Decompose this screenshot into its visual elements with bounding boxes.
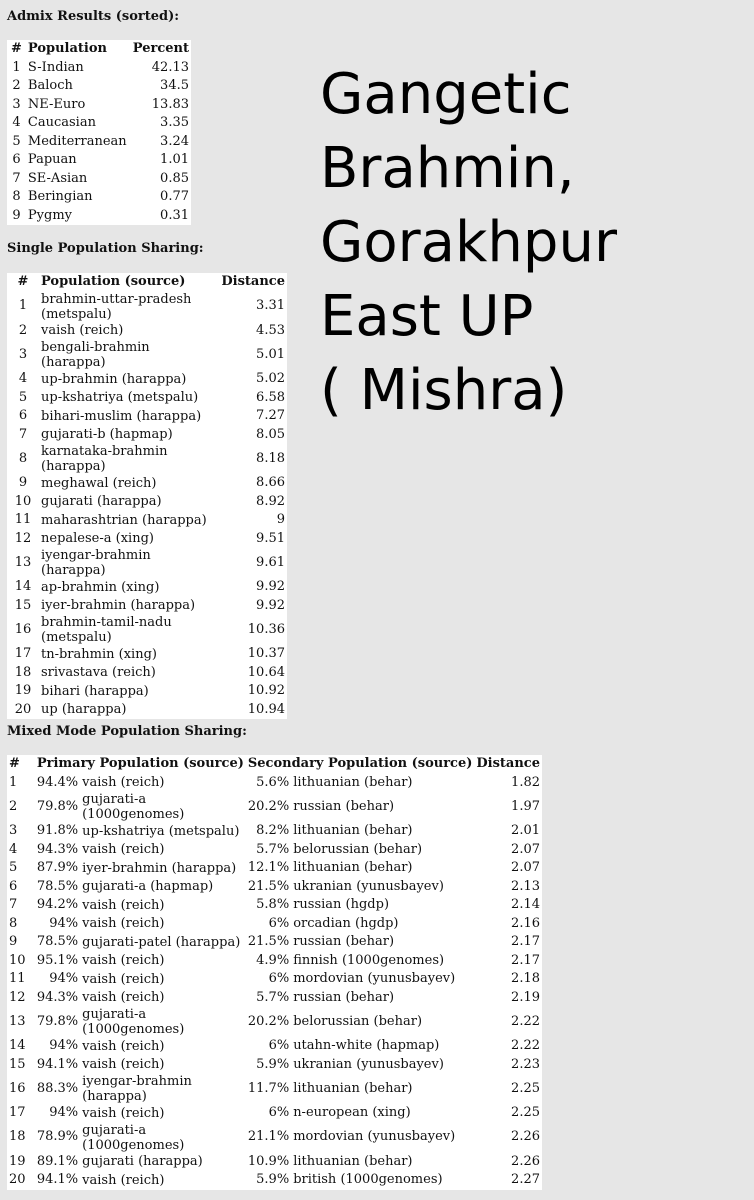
secondary-population-cell: mordovian (yunusbayev) xyxy=(293,1129,456,1145)
primary-population-cell: up-kshatriya (metspalu) xyxy=(82,823,240,839)
distance-cell: 10.36 xyxy=(247,621,285,637)
population-cell: karnataka-brahmin (harappa) xyxy=(41,444,168,474)
table-row xyxy=(7,701,287,720)
title-line: Gorakhpur xyxy=(320,210,617,275)
population-cell: srivastava (reich) xyxy=(41,665,156,681)
primary-percent-cell: 94.2% xyxy=(36,897,79,912)
table-row xyxy=(7,645,287,664)
primary-population-cell: vaish (reich) xyxy=(82,775,165,791)
distance-cell: 8.66 xyxy=(256,475,285,490)
primary-population-cell: vaish (reich) xyxy=(82,897,165,913)
row-index: 3 xyxy=(12,96,21,112)
table-row xyxy=(7,530,287,549)
percent-cell: 3.24 xyxy=(160,133,189,149)
distance-cell: 1.97 xyxy=(511,798,540,814)
table-row xyxy=(7,578,287,597)
primary-percent-cell: 94.3% xyxy=(36,989,79,1005)
secondary-population-cell: lithuanian (behar) xyxy=(293,774,413,790)
percent-cell: 0.77 xyxy=(160,189,189,204)
table-row xyxy=(7,493,287,512)
distance-cell: 2.14 xyxy=(511,897,540,912)
table-row xyxy=(7,188,191,207)
primary-population-cell: vaish (reich) xyxy=(82,1038,165,1054)
primary-percent-cell: 78.9% xyxy=(36,1129,79,1145)
secondary-percent-cell: 11.7% xyxy=(247,1080,290,1096)
primary-percent-cell: 94.3% xyxy=(36,841,79,857)
row-index: 7 xyxy=(18,426,28,442)
row-index: 10 xyxy=(14,493,32,509)
row-index: 2 xyxy=(9,798,18,814)
distance-cell: 6.58 xyxy=(256,389,285,405)
column-header: # xyxy=(9,756,20,771)
row-index: 20 xyxy=(14,701,32,717)
distance-cell: 2.22 xyxy=(511,1038,540,1053)
primary-population-cell: gujarati-patel (harappa) xyxy=(82,934,241,950)
secondary-population-cell: russian (behar) xyxy=(293,989,395,1005)
row-index: 13 xyxy=(14,554,32,570)
row-index: 18 xyxy=(9,1129,26,1145)
row-index: 7 xyxy=(12,170,21,186)
table-row xyxy=(7,989,542,1008)
table-row xyxy=(7,1153,542,1172)
population-cell: SE-Asian xyxy=(27,170,88,186)
row-index: 11 xyxy=(14,512,32,527)
primary-population-cell: gujarati-a (1000genomes) xyxy=(82,792,185,822)
primary-percent-cell: 78.5% xyxy=(36,934,79,949)
table-row xyxy=(7,896,542,915)
distance-cell: 2.17 xyxy=(511,952,540,968)
population-cell: Beringian xyxy=(27,189,93,204)
distance-cell: 8.92 xyxy=(256,493,285,509)
table-row xyxy=(7,1056,542,1075)
secondary-population-cell: n-european (xing) xyxy=(293,1105,411,1120)
population-cell: Mediterranean xyxy=(27,133,127,149)
secondary-population-cell: finnish (1000genomes) xyxy=(293,952,445,968)
population-cell: brahmin-tamil-nadu (metspalu) xyxy=(41,615,172,645)
row-index: 1 xyxy=(12,59,21,75)
distance-cell: 2.07 xyxy=(511,860,540,875)
percent-cell: 0.85 xyxy=(160,170,189,186)
primary-percent-cell: 94.4% xyxy=(36,774,79,790)
primary-population-cell: gujarati-a (1000genomes) xyxy=(82,1122,185,1153)
population-cell: Caucasian xyxy=(27,115,96,130)
secondary-percent-cell: 20.2% xyxy=(247,1013,290,1029)
secondary-percent-cell: 21.5% xyxy=(247,934,290,949)
population-cell: maharashtrian (harappa) xyxy=(41,512,207,528)
secondary-population-cell: russian (behar) xyxy=(293,934,395,949)
row-index: 1 xyxy=(18,298,28,314)
percent-cell: 1.01 xyxy=(160,152,189,167)
row-index: 4 xyxy=(9,841,18,857)
table-row xyxy=(7,444,287,474)
row-index: 6 xyxy=(12,152,21,167)
table-row xyxy=(7,1007,542,1037)
table-row xyxy=(7,774,542,793)
population-cell: meghawal (reich) xyxy=(41,475,157,491)
distance-cell: 8.18 xyxy=(256,450,285,466)
row-index: 13 xyxy=(9,1013,26,1029)
table-row xyxy=(7,548,287,578)
table-row xyxy=(7,407,287,426)
table-row xyxy=(7,841,542,860)
secondary-percent-cell: 6% xyxy=(268,1105,290,1120)
secondary-percent-cell: 6% xyxy=(268,915,290,931)
distance-cell: 2.01 xyxy=(511,823,540,838)
secondary-percent-cell: 5.6% xyxy=(256,774,290,790)
row-index: 4 xyxy=(12,115,21,130)
column-header: Percent xyxy=(132,41,189,56)
table-row xyxy=(7,389,287,408)
distance-cell: 2.27 xyxy=(511,1172,540,1187)
primary-percent-cell: 79.8% xyxy=(36,1013,79,1029)
table-row xyxy=(7,170,191,189)
distance-cell: 2.17 xyxy=(511,934,540,949)
population-cell: up-brahmin (harappa) xyxy=(41,371,187,387)
population-cell: up (harappa) xyxy=(41,702,127,718)
distance-cell: 1.82 xyxy=(511,774,540,790)
page-title xyxy=(320,58,617,428)
population-cell: Papuan xyxy=(27,152,77,167)
column-header: Primary Population (source) xyxy=(36,756,244,771)
row-index: 5 xyxy=(18,389,28,405)
table-header-row xyxy=(7,755,542,774)
table-row xyxy=(7,59,191,78)
row-index: 1 xyxy=(9,774,18,790)
secondary-population-cell: lithuanian (behar) xyxy=(293,1153,413,1169)
distance-cell: 2.26 xyxy=(511,1129,540,1145)
row-index: 14 xyxy=(14,579,32,594)
row-index: 2 xyxy=(18,322,28,338)
secondary-percent-cell: 21.5% xyxy=(247,878,290,894)
row-index: 15 xyxy=(9,1056,26,1072)
population-cell: vaish (reich) xyxy=(41,323,124,339)
population-cell: S-Indian xyxy=(27,59,84,75)
distance-cell: 5.01 xyxy=(256,346,285,362)
row-index: 17 xyxy=(9,1105,26,1120)
primary-population-cell: vaish (reich) xyxy=(82,953,165,969)
percent-cell: 0.31 xyxy=(160,207,189,223)
column-header: # xyxy=(11,41,22,56)
primary-population-cell: iyer-brahmin (harappa) xyxy=(82,860,237,876)
single-population-title: Single Population Sharing: xyxy=(7,241,204,256)
row-index: 2 xyxy=(12,78,21,93)
table-row xyxy=(7,114,191,133)
percent-cell: 3.35 xyxy=(160,115,189,130)
distance-cell: 9.61 xyxy=(256,554,285,570)
title-line: Gangetic xyxy=(320,62,572,127)
row-index: 3 xyxy=(18,346,28,362)
distance-cell: 8.05 xyxy=(256,426,285,442)
row-index: 11 xyxy=(9,971,26,986)
population-cell: up-kshatriya (metspalu) xyxy=(41,390,199,406)
distance-cell: 2.13 xyxy=(511,878,540,894)
table-row xyxy=(7,474,287,493)
distance-cell: 2.25 xyxy=(511,1080,540,1096)
table-row xyxy=(7,151,191,170)
secondary-population-cell: british (1000genomes) xyxy=(293,1172,443,1187)
row-index: 3 xyxy=(9,823,18,838)
row-index: 6 xyxy=(18,408,28,423)
row-index: 8 xyxy=(9,915,18,931)
primary-percent-cell: 87.9% xyxy=(36,860,79,875)
secondary-population-cell: ukranian (yunusbayev) xyxy=(293,1056,444,1072)
table-row xyxy=(7,597,287,616)
table-row xyxy=(7,207,191,226)
distance-cell: 2.22 xyxy=(511,1013,540,1029)
population-cell: iyengar-brahmin (harappa) xyxy=(41,548,151,578)
row-index: 15 xyxy=(14,597,32,613)
population-cell: bihari (harappa) xyxy=(41,683,149,699)
table-row xyxy=(7,322,287,341)
population-cell: bengali-brahmin (harappa) xyxy=(41,340,150,370)
row-index: 9 xyxy=(12,207,21,223)
table-row xyxy=(7,1123,542,1153)
row-index: 16 xyxy=(9,1080,26,1096)
primary-population-cell: vaish (reich) xyxy=(82,842,165,858)
percent-cell: 42.13 xyxy=(151,59,189,75)
secondary-population-cell: belorussian (behar) xyxy=(293,841,423,857)
row-index: 17 xyxy=(14,646,32,661)
population-cell: ap-brahmin (xing) xyxy=(41,579,160,595)
table-row xyxy=(7,952,542,971)
secondary-population-cell: utahn-white (hapmap) xyxy=(293,1038,440,1053)
mixed-mode-table xyxy=(7,755,542,1190)
row-index: 7 xyxy=(9,897,18,912)
row-index: 8 xyxy=(12,189,21,204)
percent-cell: 13.83 xyxy=(151,96,189,112)
secondary-percent-cell: 5.9% xyxy=(256,1056,290,1072)
secondary-percent-cell: 6% xyxy=(268,1038,290,1053)
table-row xyxy=(7,292,287,322)
distance-cell: 10.64 xyxy=(247,664,285,680)
row-index: 12 xyxy=(14,530,32,546)
mixed-mode-title: Mixed Mode Population Sharing: xyxy=(7,724,247,739)
column-header: Population (source) xyxy=(41,274,186,289)
primary-percent-cell: 94% xyxy=(49,1038,79,1053)
title-line: East UP xyxy=(320,284,534,349)
secondary-percent-cell: 5.7% xyxy=(256,989,290,1005)
population-cell: tn-brahmin (xing) xyxy=(41,646,157,662)
table-row xyxy=(7,133,191,152)
population-cell: iyer-brahmin (harappa) xyxy=(41,598,196,614)
secondary-percent-cell: 4.9% xyxy=(256,952,290,968)
table-row xyxy=(7,933,542,952)
table-row xyxy=(7,792,542,822)
table-row xyxy=(7,664,287,683)
primary-population-cell: gujarati-a (1000genomes) xyxy=(82,1007,185,1037)
distance-cell: 10.92 xyxy=(247,683,285,698)
row-index: 14 xyxy=(9,1038,26,1053)
row-index: 18 xyxy=(14,664,32,680)
secondary-percent-cell: 5.9% xyxy=(256,1172,290,1187)
secondary-population-cell: orcadian (hgdp) xyxy=(293,915,399,931)
table-row xyxy=(7,615,287,645)
primary-population-cell: vaish (reich) xyxy=(82,1105,165,1121)
column-header: Distance xyxy=(221,274,285,289)
distance-cell: 2.25 xyxy=(511,1105,540,1120)
primary-percent-cell: 94% xyxy=(49,971,79,986)
population-cell: brahmin-uttar-pradesh (metspalu) xyxy=(41,291,192,322)
primary-population-cell: vaish (reich) xyxy=(82,916,165,932)
secondary-percent-cell: 20.2% xyxy=(247,798,290,814)
column-header: # xyxy=(17,274,29,289)
table-row xyxy=(7,878,542,897)
title-line: ( Mishra) xyxy=(320,358,568,423)
table-row xyxy=(7,970,542,989)
distance-cell: 3.31 xyxy=(256,298,285,314)
table-row xyxy=(7,682,287,701)
row-index: 5 xyxy=(9,860,18,875)
row-index: 8 xyxy=(18,450,28,466)
secondary-population-cell: lithuanian (behar) xyxy=(293,823,413,838)
table-row xyxy=(7,915,542,934)
table-row xyxy=(7,1171,542,1190)
secondary-population-cell: mordovian (yunusbayev) xyxy=(293,971,456,986)
distance-cell: 9 xyxy=(276,512,285,527)
secondary-percent-cell: 12.1% xyxy=(247,860,290,875)
primary-population-cell: vaish (reich) xyxy=(82,990,165,1006)
table-row xyxy=(7,1037,542,1056)
distance-cell: 2.23 xyxy=(511,1056,540,1072)
primary-population-cell: iyengar-brahmin (harappa) xyxy=(82,1074,192,1104)
primary-percent-cell: 79.8% xyxy=(36,798,79,814)
row-index: 10 xyxy=(9,952,26,968)
secondary-percent-cell: 6% xyxy=(268,971,290,986)
distance-cell: 2.19 xyxy=(511,989,540,1005)
primary-percent-cell: 94.1% xyxy=(36,1172,79,1187)
primary-population-cell: vaish (reich) xyxy=(82,1172,165,1188)
secondary-population-cell: lithuanian (behar) xyxy=(293,860,413,875)
primary-percent-cell: 78.5% xyxy=(36,878,79,894)
secondary-percent-cell: 8.2% xyxy=(256,823,290,838)
primary-population-cell: vaish (reich) xyxy=(82,1057,165,1073)
population-cell: gujarati (harappa) xyxy=(41,494,162,510)
distance-cell: 10.94 xyxy=(247,701,285,717)
table-row xyxy=(7,370,287,389)
column-header: Distance xyxy=(476,756,540,771)
distance-cell: 2.18 xyxy=(511,971,540,986)
row-index: 19 xyxy=(9,1153,26,1169)
row-index: 9 xyxy=(9,934,18,949)
secondary-percent-cell: 5.8% xyxy=(256,897,290,912)
population-cell: Pygmy xyxy=(27,207,72,223)
population-cell: gujarati-b (hapmap) xyxy=(41,427,173,443)
table-row xyxy=(7,859,542,878)
table-row xyxy=(7,340,287,370)
population-cell: Baloch xyxy=(27,78,73,93)
row-index: 19 xyxy=(14,683,32,698)
primary-percent-cell: 91.8% xyxy=(36,823,79,838)
row-index: 20 xyxy=(9,1172,26,1187)
table-header-row xyxy=(7,273,287,292)
distance-cell: 9.51 xyxy=(256,530,285,546)
distance-cell: 9.92 xyxy=(256,597,285,613)
distance-cell: 7.27 xyxy=(256,408,285,423)
column-header: Secondary Population (source) xyxy=(247,756,473,771)
secondary-population-cell: lithuanian (behar) xyxy=(293,1080,413,1096)
row-index: 5 xyxy=(12,133,21,149)
row-index: 6 xyxy=(9,878,18,894)
distance-cell: 4.53 xyxy=(256,322,285,338)
distance-cell: 2.07 xyxy=(511,841,540,857)
population-cell: NE-Euro xyxy=(27,96,86,112)
secondary-population-cell: russian (behar) xyxy=(293,798,395,814)
distance-cell: 10.37 xyxy=(247,646,285,661)
primary-percent-cell: 88.3% xyxy=(36,1080,79,1096)
primary-percent-cell: 94.1% xyxy=(36,1056,79,1072)
distance-cell: 5.02 xyxy=(256,371,285,386)
percent-cell: 34.5 xyxy=(160,78,189,93)
table-row xyxy=(7,1074,542,1104)
primary-percent-cell: 95.1% xyxy=(36,952,79,968)
admix-results-title: Admix Results (sorted): xyxy=(7,9,180,24)
distance-cell: 2.16 xyxy=(511,915,540,931)
secondary-population-cell: belorussian (behar) xyxy=(293,1013,423,1029)
column-header: Population xyxy=(27,41,107,56)
primary-percent-cell: 89.1% xyxy=(36,1153,79,1169)
primary-percent-cell: 94% xyxy=(49,915,79,931)
row-index: 12 xyxy=(9,989,26,1005)
row-index: 9 xyxy=(18,475,28,490)
row-index: 16 xyxy=(14,621,32,637)
population-cell: nepalese-a (xing) xyxy=(41,531,154,547)
primary-population-cell: vaish (reich) xyxy=(82,971,165,987)
distance-cell: 2.26 xyxy=(511,1153,540,1169)
primary-population-cell: gujarati-a (hapmap) xyxy=(82,879,214,895)
population-cell: bihari-muslim (harappa) xyxy=(41,408,202,424)
distance-cell: 9.92 xyxy=(256,579,285,594)
table-header-row xyxy=(7,40,191,59)
single-population-table xyxy=(7,273,287,719)
secondary-percent-cell: 10.9% xyxy=(247,1153,290,1169)
primary-population-cell: gujarati (harappa) xyxy=(82,1154,203,1170)
admix-results-table xyxy=(7,40,191,225)
primary-percent-cell: 94% xyxy=(49,1105,79,1120)
table-row xyxy=(7,511,287,530)
secondary-population-cell: russian (hgdp) xyxy=(293,897,390,912)
table-row xyxy=(7,1104,542,1123)
title-line: Brahmin, xyxy=(320,136,575,201)
table-row xyxy=(7,96,191,115)
secondary-population-cell: ukranian (yunusbayev) xyxy=(293,878,444,894)
table-row xyxy=(7,77,191,96)
table-row xyxy=(7,822,542,841)
table-row xyxy=(7,426,287,445)
row-index: 4 xyxy=(18,371,28,386)
secondary-percent-cell: 21.1% xyxy=(247,1129,290,1145)
secondary-percent-cell: 5.7% xyxy=(256,841,290,857)
